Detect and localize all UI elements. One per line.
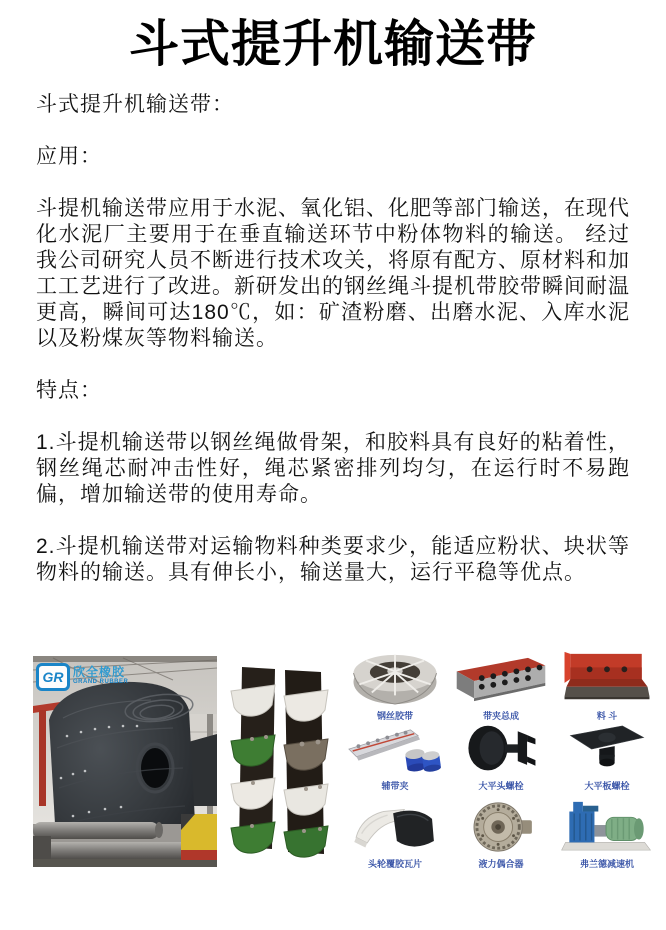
logo-chinese-name: 欣全橡胶 — [73, 665, 126, 679]
product-item — [448, 724, 554, 794]
product-item — [554, 724, 660, 794]
buckets-board-image — [228, 663, 335, 862]
accessory-product-grid — [342, 652, 660, 872]
feature-1-paragraph: 1.斗提机输送带以钢丝绳做骨架，和胶料具有良好的粘着性，钢丝绳芯耐冲击性好，绳芯紧密排列均匀，在运行时不易跑偏，增加输送带的使用寿命。 — [36, 431, 630, 506]
product-item — [448, 652, 554, 724]
grand-rubber-logo — [36, 663, 128, 691]
intro-line: 斗式提升机输送带： — [36, 93, 234, 116]
hopper-image — [561, 650, 653, 706]
page-title: 斗式提升机输送带 — [129, 16, 537, 72]
description-text-block — [36, 92, 630, 612]
product-image-gallery — [0, 652, 666, 872]
product-caption: 带夹总成 — [482, 711, 519, 721]
logo-english-name: GRAND RUBBER — [73, 679, 129, 685]
product-item — [554, 652, 660, 724]
logo-gr-monogram: GR — [36, 663, 70, 691]
application-heading: 应用： — [36, 145, 102, 168]
product-item — [342, 794, 448, 872]
features-heading: 特点： — [36, 379, 102, 402]
product-caption: 大平板螺栓 — [584, 781, 630, 791]
belt-clamp-assembly-image — [451, 654, 551, 706]
product-item — [554, 794, 660, 872]
product-item — [342, 724, 448, 794]
product-caption: 料 斗 — [596, 711, 618, 721]
product-item — [342, 652, 448, 724]
product-caption: 弗兰德减速机 — [579, 859, 634, 869]
feature-2-paragraph: 2.斗提机输送带对运输物料种类要求少，能适应粉状、块状等物料的输送。具有伸长小，输送量大，运行平稳等优点。 — [36, 535, 630, 584]
steel-cord-belt-roll-image — [349, 650, 441, 706]
product-caption: 钢丝胶带 — [376, 711, 413, 721]
flat-head-bolt-image — [462, 722, 540, 776]
product-caption: 大平头螺栓 — [478, 781, 524, 791]
flat-plate-bolt-image — [565, 724, 649, 776]
product-caption: 辅带夹 — [381, 781, 409, 791]
elevator-buckets-photo — [228, 663, 335, 862]
fluid-coupling-image — [463, 800, 539, 854]
logo-wordmark — [73, 663, 128, 686]
application-paragraph: 斗提机输送带应用于水泥、氧化铝、化肥等部门输送，在现代化水泥厂主要用于在垂直输送环节中粉体物料的输送。 经过我公司研究人员不断进行技术攻关，将原有配方、原材料和加工工艺进行了改进。新研发出的钢丝绳斗提机带胶带瞬间耐温更高，瞬间可达180℃，如：矿渣粉磨、出磨水泥、入库水泥以及粉煤灰等物料输送。 — [36, 197, 630, 350]
factory-belt-roll-photo — [33, 656, 217, 867]
aux-belt-clamp-image — [345, 726, 445, 776]
product-caption: 头轮覆胶瓦片 — [367, 859, 422, 869]
product-item — [448, 794, 554, 872]
product-caption: 液力偶合器 — [478, 859, 524, 869]
head-wheel-rubber-tile-image — [349, 804, 441, 854]
flender-reducer-image — [559, 798, 655, 854]
